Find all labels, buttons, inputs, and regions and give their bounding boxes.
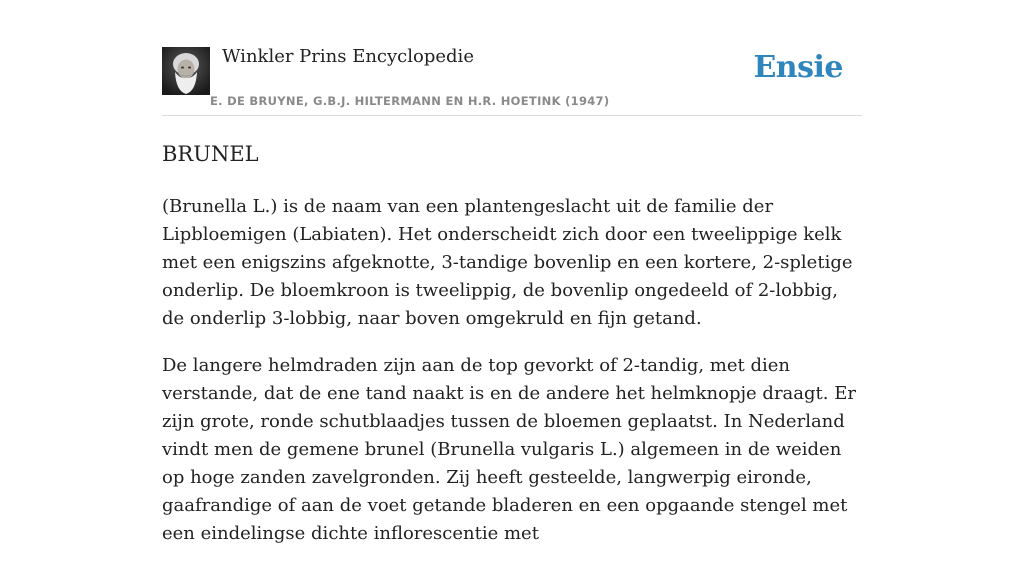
article-title: BRUNEL: [162, 142, 259, 166]
avatar[interactable]: [162, 47, 210, 95]
article-paragraph-1: (Brunella L.) is de naam van een plantengeslacht uit de familie der Lipbloemigen (Labiaten). Het onderscheidt zich door een tweelippige kelk met een enigszins afgeknotte, 3-tandige bovenlip en een kortere, 2-spletige onderlip. De bloemkroon is tweelippig, de bovenlip ongedeeld of 2-lobbig, de onderlip 3-lobbig, naar boven omgekruld en fijn getand.: [162, 196, 853, 329]
encyclopedia-title-link[interactable]: Winkler Prins Encyclopedie: [222, 46, 474, 67]
author-portrait-icon: [162, 47, 210, 95]
encyclopedia-header: [162, 0, 862, 116]
ensie-logo[interactable]: Ensie: [753, 50, 843, 85]
article-body: [162, 193, 862, 548]
article-paragraph-2: De langere helmdraden zijn aan de top gevorkt of 2-tandig, met dien verstande, dat de ene tand naakt is en de andere het helmknopje draagt. Er zijn grote, ronde schutblaadjes tussen de bloemen geplaatst. In Nederland vindt men de gemene brunel (Brunella vulgaris L.) algemeen in de weiden op hoge zanden zavelgronden. Zij heeft gesteelde, langwerpig eironde, gaafrandige of aan de voet getande bladeren en een opgaande stengel met een eindelingse dichte inflorescentie met: [162, 355, 856, 544]
content-column: [162, 0, 862, 567]
authors-credit: E. DE BRUYNE, G.B.J. HILTERMANN EN H.R. HOETINK (1947): [210, 94, 610, 108]
